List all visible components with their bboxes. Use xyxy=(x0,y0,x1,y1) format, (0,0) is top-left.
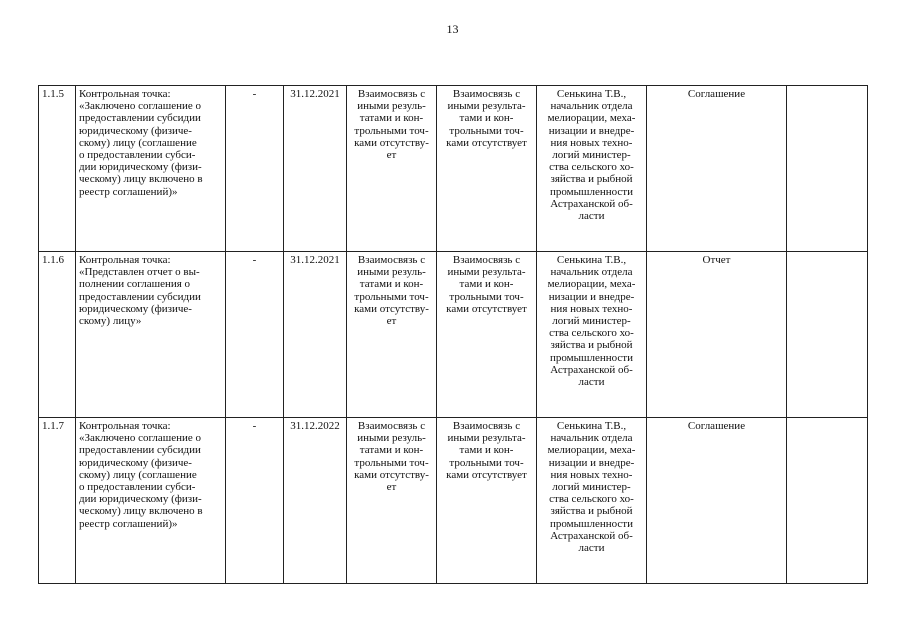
predecessor-relation-line: ками отсутству- xyxy=(354,136,429,149)
successor-relation-line: ками отсутствует xyxy=(446,136,527,149)
predecessor-relation-line: Взаимосвязь с xyxy=(357,420,426,432)
control-point-name-line: юридическому (физиче- xyxy=(79,302,192,315)
responsible-person-line: низации и внедре- xyxy=(548,456,635,469)
control-point-name-line: полнении соглашения о xyxy=(79,278,191,291)
responsible-person-line: Астраханской об- xyxy=(550,363,633,376)
control-point-name-line: реестр соглашений)» xyxy=(79,517,178,530)
control-point-name-line: «Заключено соглашение о xyxy=(79,100,202,113)
control-point-name xyxy=(76,418,226,584)
predecessor-relation-line: ет xyxy=(386,481,397,494)
responsible-person-line: промышленности xyxy=(550,351,633,364)
confirming-document: Соглашение xyxy=(647,418,787,584)
table-row xyxy=(39,418,868,584)
predecessor-relation-line: ками отсутству- xyxy=(354,302,429,315)
predecessor-relation xyxy=(347,86,437,252)
control-point-name-line: скому) лицу» xyxy=(79,315,142,328)
row-number: 1.1.5 xyxy=(39,86,76,252)
control-point-name-line: Контрольная точка: xyxy=(79,254,171,266)
responsible-person-line: логий министер- xyxy=(552,315,631,328)
successor-relation-line: иными результа- xyxy=(447,266,526,279)
control-point-name xyxy=(76,86,226,252)
responsible-person-line: Астраханской об- xyxy=(550,529,633,542)
row-number: 1.1.6 xyxy=(39,252,76,418)
successor-relation-line: иными результа- xyxy=(447,432,526,445)
predecessor-relation-line: иными резуль- xyxy=(357,100,426,113)
table-row xyxy=(39,252,868,418)
successor-relation xyxy=(437,86,537,252)
extra-column xyxy=(787,86,868,252)
responsible-person-line: начальник отдела xyxy=(550,100,633,113)
control-point-name-line: скому) лицу (соглашение xyxy=(79,136,197,149)
predecessor-relation-line: татами и кон- xyxy=(359,278,424,291)
successor-relation-line: иными результа- xyxy=(447,100,526,113)
predecessor-relation-line: трольными точ- xyxy=(354,290,429,303)
predecessor-relation-line: иными резуль- xyxy=(357,432,426,445)
responsible-person-line: логий министер- xyxy=(552,481,631,494)
control-point-name-line: предоставлении субсидии xyxy=(79,112,201,125)
successor-relation-line: трольными точ- xyxy=(449,124,524,137)
end-date: 31.12.2022 xyxy=(284,418,347,584)
predecessor-relation-line: Взаимосвязь с xyxy=(357,88,426,100)
responsible-person-line: Сенькина Т.В., xyxy=(556,88,627,100)
responsible-person-line: логий министер- xyxy=(552,149,631,162)
predecessor-relation-line: ками отсутству- xyxy=(354,468,429,481)
responsible-person-line: мелиорации, меха- xyxy=(547,444,636,457)
control-point-name-line: юридическому (физиче- xyxy=(79,456,192,469)
control-point-name-line: «Заключено соглашение о xyxy=(79,432,202,445)
responsible-person-line: зяйства и рыбной xyxy=(550,505,633,518)
successor-relation-line: ками отсутствует xyxy=(446,302,527,315)
responsible-person-line: ства сельского хо- xyxy=(549,327,634,340)
predecessor-relation-line: ет xyxy=(386,315,397,328)
confirming-document: Отчет xyxy=(647,252,787,418)
control-point-name-line: предоставлении субсидии xyxy=(79,444,201,457)
control-points-table xyxy=(38,85,868,584)
responsible-person-line: ния новых техно- xyxy=(550,136,633,149)
control-point-name-line: Контрольная точка: xyxy=(79,420,171,432)
successor-relation-line: тами и кон- xyxy=(459,444,514,457)
responsible-person-line: мелиорации, меха- xyxy=(547,278,636,291)
predecessor-relation-line: Взаимосвязь с xyxy=(357,254,426,266)
control-point-name-line: скому) лицу (соглашение xyxy=(79,468,197,481)
control-point-name-line: реестр соглашений)» xyxy=(79,185,178,198)
control-point-name-line: предоставлении субсидии xyxy=(79,290,201,303)
responsible-person-line: низации и внедре- xyxy=(548,124,635,137)
predecessor-relation xyxy=(347,418,437,584)
predecessor-relation-line: ет xyxy=(386,149,397,162)
responsible-person-line: начальник отдела xyxy=(550,266,633,279)
table-row xyxy=(39,86,868,252)
responsible-person xyxy=(537,86,647,252)
successor-relation-line: Взаимосвязь с xyxy=(452,254,521,266)
responsible-person xyxy=(537,252,647,418)
control-point-name xyxy=(76,252,226,418)
responsible-person-line: мелиорации, меха- xyxy=(547,112,636,125)
responsible-person-line: ния новых техно- xyxy=(550,468,633,481)
control-point-name-line: Контрольная точка: xyxy=(79,88,171,100)
start-date: - xyxy=(226,418,284,584)
control-point-name-line: дии юридическому (физи- xyxy=(79,161,202,174)
confirming-document: Соглашение xyxy=(647,86,787,252)
control-point-name-line: ческому) лицу включено в xyxy=(79,505,203,518)
responsible-person-line: промышленности xyxy=(550,185,633,198)
end-date: 31.12.2021 xyxy=(284,86,347,252)
responsible-person-line: низации и внедре- xyxy=(548,290,635,303)
control-point-name-line: о предоставлении субси- xyxy=(79,149,196,162)
successor-relation xyxy=(437,252,537,418)
predecessor-relation-line: татами и кон- xyxy=(359,444,424,457)
responsible-person-line: ласти xyxy=(578,376,605,389)
predecessor-relation-line: трольными точ- xyxy=(354,124,429,137)
successor-relation xyxy=(437,418,537,584)
successor-relation-line: трольными точ- xyxy=(449,456,524,469)
extra-column xyxy=(787,418,868,584)
extra-column xyxy=(787,252,868,418)
responsible-person-line: Астраханской об- xyxy=(550,197,633,210)
successor-relation-line: тами и кон- xyxy=(459,278,514,291)
responsible-person-line: зяйства и рыбной xyxy=(550,173,633,186)
successor-relation-line: тами и кон- xyxy=(459,112,514,125)
successor-relation-line: трольными точ- xyxy=(449,290,524,303)
predecessor-relation-line: трольными точ- xyxy=(354,456,429,469)
successor-relation-line: Взаимосвязь с xyxy=(452,88,521,100)
successor-relation-line: ками отсутствует xyxy=(446,468,527,481)
control-point-name-line: ческому) лицу включено в xyxy=(79,173,203,186)
predecessor-relation xyxy=(347,252,437,418)
responsible-person xyxy=(537,418,647,584)
end-date: 31.12.2021 xyxy=(284,252,347,418)
successor-relation-line: Взаимосвязь с xyxy=(452,420,521,432)
start-date: - xyxy=(226,86,284,252)
control-point-name-line: о предоставлении субси- xyxy=(79,481,196,494)
responsible-person-line: промышленности xyxy=(550,517,633,530)
control-point-name-line: юридическому (физиче- xyxy=(79,124,192,137)
row-number: 1.1.7 xyxy=(39,418,76,584)
responsible-person-line: Сенькина Т.В., xyxy=(556,254,627,266)
start-date: - xyxy=(226,252,284,418)
responsible-person-line: Сенькина Т.В., xyxy=(556,420,627,432)
control-point-name-line: дии юридическому (физи- xyxy=(79,493,202,506)
responsible-person-line: ласти xyxy=(578,542,605,555)
responsible-person-line: зяйства и рыбной xyxy=(550,339,633,352)
page-number: 13 xyxy=(446,22,459,36)
responsible-person-line: ства сельского хо- xyxy=(549,493,634,506)
responsible-person-line: ласти xyxy=(578,210,605,223)
responsible-person-line: ства сельского хо- xyxy=(549,161,634,174)
control-point-name-line: «Представлен отчет о вы- xyxy=(79,266,200,279)
predecessor-relation-line: татами и кон- xyxy=(359,112,424,125)
responsible-person-line: ния новых техно- xyxy=(550,302,633,315)
predecessor-relation-line: иными резуль- xyxy=(357,266,426,279)
responsible-person-line: начальник отдела xyxy=(550,432,633,445)
